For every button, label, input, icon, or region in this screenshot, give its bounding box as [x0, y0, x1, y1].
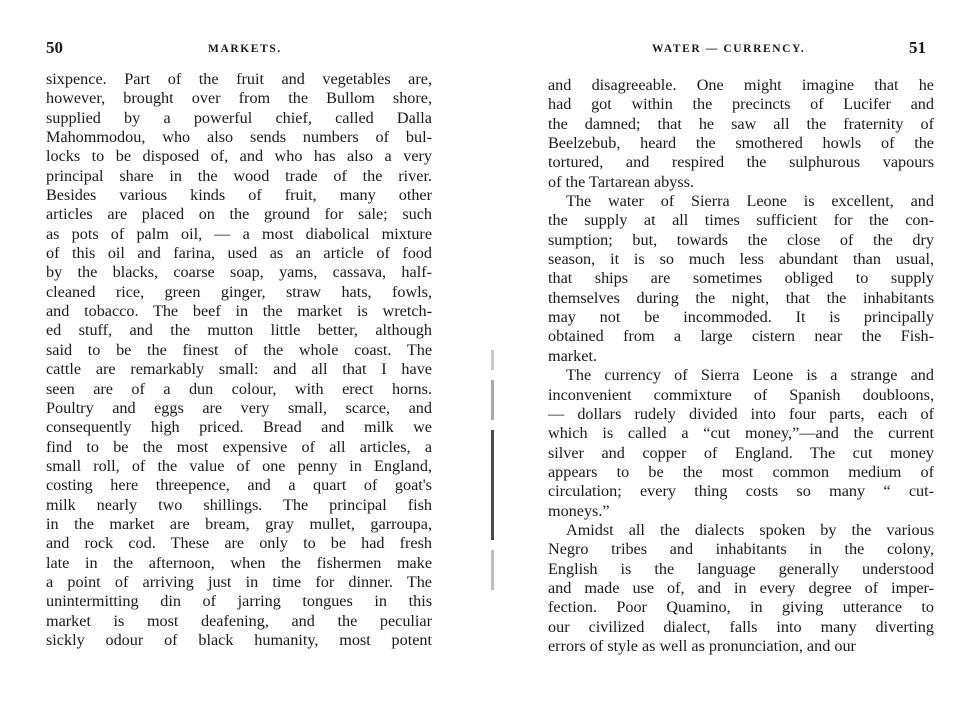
- text-line: the damned; that he saw all the fraternity of: [548, 114, 934, 133]
- left-page-text: [46, 70, 432, 650]
- text-line: had got within the precincts of Lucifer and: [548, 95, 934, 114]
- text-line: find to be the most expensive of all articles, a: [46, 437, 432, 456]
- text-line: English is the language generally understood: [548, 559, 934, 578]
- text-line: the supply at all times sufficient for the con-: [548, 211, 934, 230]
- text-line: of this oil and farina, used as an article of food: [46, 244, 432, 263]
- paragraph: [548, 366, 934, 521]
- text-line: of the Tartarean abyss.: [548, 172, 694, 191]
- text-line: which is called a “cut money,”—and the current: [548, 424, 934, 443]
- text-line: may not be incommoded. It is principally: [548, 308, 934, 327]
- text-line: costing here threepence, and a quart of goat's: [46, 476, 432, 495]
- text-line: milk nearly two shillings. The principal fish: [46, 495, 432, 514]
- text-line: Mahommodou, who also sends numbers of bul-: [46, 128, 432, 147]
- text-line: sickly odour of black humanity, most potent: [46, 630, 432, 649]
- text-line: silver and copper of England. The cut money: [548, 443, 934, 462]
- text-line: principal share in the wood trade of the river.: [46, 166, 432, 185]
- text-line: — dollars rudely divided into four parts, each of: [548, 404, 934, 423]
- text-line: that ships are sometimes obliged to supply: [548, 269, 934, 288]
- text-line: sixpence. Part of the fruit and vegetables are,: [46, 70, 432, 88]
- text-line: seen are of a dun colour, with erect horns.: [46, 379, 432, 398]
- text-line: and tobacco. The beef in the market is wretch-: [46, 302, 432, 321]
- text-line: late in the afternoon, when the fishermen make: [46, 553, 432, 572]
- text-line: tortured, and respired the sulphurous vapours: [548, 153, 934, 172]
- text-line: and disagreeable. One might imagine that he: [548, 76, 934, 94]
- text-line: sumption; but, towards the close of the dry: [548, 230, 934, 249]
- text-line: circulation; every thing costs so many “ cut-: [548, 482, 934, 501]
- text-line: Poultry and eggs are very small, scarce, and: [46, 398, 432, 417]
- text-line: errors of style as well as pronunciation, and our: [548, 636, 856, 655]
- text-line: appears to be the most common medium of: [548, 462, 934, 481]
- text-line: obtained from a large cistern near the Fish-: [548, 327, 934, 346]
- text-line: unintermitting din of jarring tongues in this: [46, 592, 432, 611]
- text-line: market.: [548, 346, 597, 365]
- paragraph: [548, 192, 934, 366]
- text-line: and made use of, and in every degree of imper-: [548, 578, 934, 597]
- text-line: moneys.”: [548, 501, 610, 520]
- page-number-left: 50: [46, 38, 63, 57]
- running-head-right: WATER — CURRENCY.: [652, 43, 806, 55]
- text-line: inconvenient commixture of Spanish doubloons,: [548, 385, 934, 404]
- right-page: [490, 0, 980, 704]
- paragraph: [548, 76, 934, 192]
- text-line: Beelzebub, heard the smothered howls of the: [548, 134, 934, 153]
- text-line: articles are placed on the ground for sale; such: [46, 205, 432, 224]
- text-line: fection. Poor Quamino, in giving utterance to: [548, 598, 934, 617]
- text-line: ed stuff, and the mutton little better, although: [46, 321, 432, 340]
- text-line: Negro tribes and inhabitants in the colony,: [548, 540, 934, 559]
- text-line: and rock cod. These are only to be had fresh: [46, 534, 432, 553]
- text-line: locks to be disposed of, and who has also a very: [46, 147, 432, 166]
- right-page-text: [548, 76, 934, 656]
- text-line: said to be the finest of the whole coast. The: [46, 340, 432, 359]
- text-line: market is most deafening, and the peculiar: [46, 611, 432, 630]
- text-line: in the market are bream, gray mullet, garroupa,: [46, 514, 432, 533]
- text-line: our civilized dialect, falls into many diverting: [548, 617, 934, 636]
- text-line: a point of arriving just in time for dinner. The: [46, 572, 432, 591]
- paragraph: [548, 521, 934, 656]
- text-line: cattle are remarkably small: and all that I have: [46, 360, 432, 379]
- text-line: by the blacks, coarse soap, yams, cassava, half-: [46, 263, 432, 282]
- running-head-left: MARKETS.: [208, 43, 282, 55]
- text-line: however, brought over from the Bullom shore,: [46, 89, 432, 108]
- text-line: as pots of palm oil, — a most diabolical mixture: [46, 224, 432, 243]
- text-line: Amidst all the dialects spoken by the various: [566, 520, 934, 539]
- book-gutter-shadow: [488, 350, 496, 590]
- text-line: small roll, of the value of one penny in England,: [46, 456, 432, 475]
- text-line: season, it is so much less abundant than usual,: [548, 250, 934, 269]
- text-line: supplied by a powerful chief, called Dalla: [46, 108, 432, 127]
- text-line: Besides various kinds of fruit, many other: [46, 186, 432, 205]
- text-line: consequently high priced. Bread and milk we: [46, 418, 432, 437]
- text-line: themselves during the night, that the inhabitants: [548, 288, 934, 307]
- page-number-right: 51: [909, 38, 926, 57]
- text-line: cleaned rice, green ginger, straw hats, fowls,: [46, 282, 432, 301]
- text-line: The water of Sierra Leone is excellent, and: [566, 192, 934, 211]
- text-line: The currency of Sierra Leone is a strange and: [566, 366, 934, 385]
